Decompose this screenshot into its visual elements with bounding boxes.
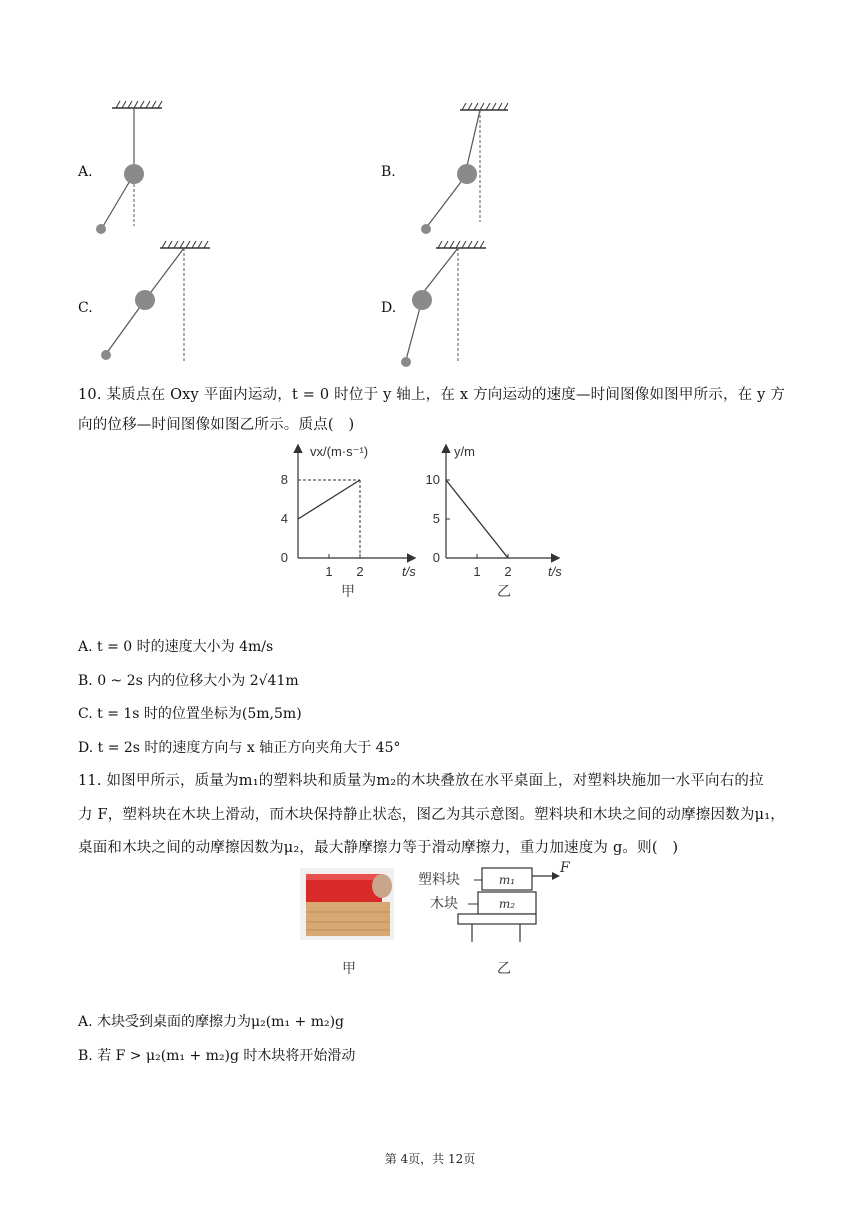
- question-11-line-3: 桌面和木块之间的动摩擦因数为μ₂，最大静摩擦力等于滑动摩擦力，重力加速度为 g。则( ): [78, 840, 679, 856]
- question-10-option-c: C. t = 1s 时的位置坐标为(5m,5m): [78, 706, 302, 722]
- label-m2: m₂: [498, 897, 516, 911]
- y-axis-label: vx/(m·s⁻¹): [310, 444, 369, 459]
- pendulum-figure-b: [420, 100, 500, 240]
- chart-caption: 乙: [497, 584, 511, 600]
- option-d-label: D.: [381, 300, 397, 316]
- y-tick-4: 4: [280, 511, 288, 526]
- figure-caption-yi: 乙: [497, 961, 511, 977]
- x-tick-1: 1: [325, 564, 333, 579]
- question-11-option-a: A. 木块受到桌面的摩擦力为μ₂(m₁ + m₂)g: [78, 1014, 345, 1030]
- x-axis-label: t/s: [402, 564, 416, 579]
- question-10-option-d: D. t = 2s 时的速度方向与 x 轴正方向夹角大于 45°: [78, 740, 401, 756]
- blocks-photo: [300, 868, 394, 940]
- x-tick-2: 2: [504, 564, 512, 579]
- y-tick-5: 5: [432, 511, 440, 526]
- x-axis-label: t/s: [548, 564, 562, 579]
- pendulum-figure-c: [100, 238, 220, 368]
- x-tick-1: 1: [473, 564, 481, 579]
- question-11-line-1: 11. 如图甲所示，质量为m₁的塑料块和质量为m₂的木块叠放在水平桌面上，对塑料块施加一水平向右的拉: [78, 773, 764, 789]
- series-line: [446, 480, 508, 558]
- label-force: F: [560, 860, 570, 876]
- pendulum-figure-d: [400, 238, 500, 368]
- question-11-line-2: 力 F，塑料块在木块上滑动，而木块保持静止状态，图乙为其示意图。塑料块和木块之间的动摩擦因数为μ₁，: [78, 807, 785, 823]
- series-line: [298, 480, 360, 519]
- question-10-option-a: A. t = 0 时的速度大小为 4m/s: [78, 639, 274, 655]
- label-plastic: 塑料块: [418, 872, 460, 888]
- question-10-option-b: B. 0 ~ 2s 内的位移大小为 2√41m: [78, 673, 299, 689]
- question-10-line-2: 向的位移—时间图像如图乙所示。质点( ): [78, 417, 355, 433]
- label-wood: 木块: [430, 896, 458, 912]
- chart-yi: [418, 440, 588, 602]
- question-10-line-1: 10. 某质点在 Oxy 平面内运动，t = 0 时位于 y 轴上，在 x 方向运动的速度—时间图像如图甲所示，在 y 方: [78, 387, 786, 403]
- blocks-schematic: [412, 862, 582, 952]
- option-c-label: C.: [78, 300, 93, 316]
- option-b-label: B.: [381, 164, 396, 180]
- pendulum-figure-a: [100, 98, 180, 238]
- table-top: [458, 914, 536, 924]
- y-axis-label: y/m: [454, 444, 475, 459]
- y-tick-0: 0: [280, 550, 288, 565]
- chart-jia: [262, 440, 432, 602]
- chart-caption: 甲: [341, 584, 355, 600]
- option-a-label: A.: [78, 164, 93, 180]
- figure-caption-jia: 甲: [342, 961, 356, 977]
- x-tick-2: 2: [356, 564, 364, 579]
- y-tick-8: 8: [280, 472, 288, 487]
- y-tick-0: 0: [432, 550, 440, 565]
- label-m1: m₁: [498, 873, 516, 887]
- page-footer: 第 4页，共 12页: [384, 1152, 476, 1166]
- y-tick-10: 10: [425, 472, 440, 487]
- question-11-option-b: B. 若 F > μ₂(m₁ + m₂)g 时木块将开始滑动: [78, 1048, 356, 1064]
